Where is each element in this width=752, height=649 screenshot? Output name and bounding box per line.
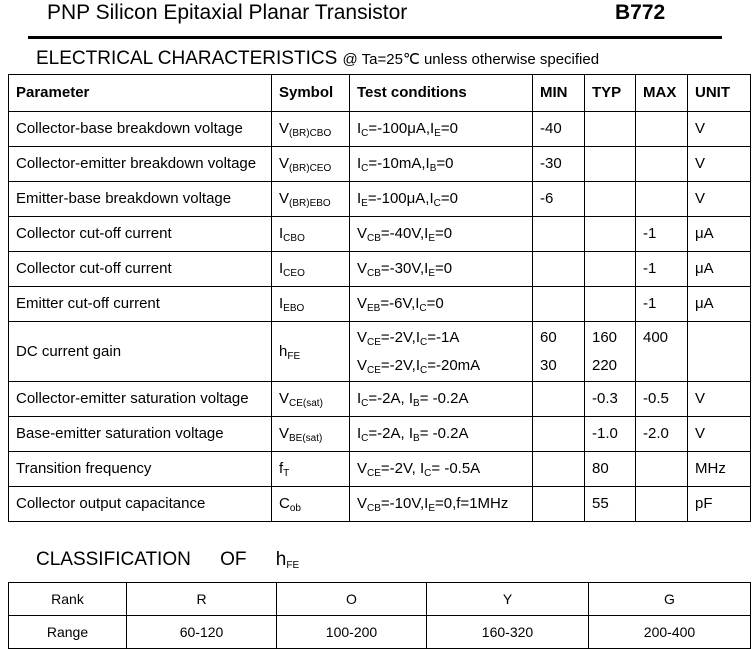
table-row [9,287,751,322]
rank-cell: O [277,583,427,616]
max-cell [636,182,688,217]
test-conditions-cell: $V_{EB}=-6V,I_C=0$ [350,287,533,322]
range-cell: 60-120 [127,616,277,649]
max-cell: -1 [636,287,688,322]
parameter-cell: Collector-emitter saturation voltage [9,382,272,417]
table-row [9,452,751,487]
min-cell [533,487,585,522]
unit-cell: V [688,182,751,217]
unit-cell: μA [688,287,751,322]
range-cell: 200-400 [589,616,751,649]
table-row [9,147,751,182]
unit-cell: MHz [688,452,751,487]
parameter-cell: Emitter-base breakdown voltage [9,182,272,217]
test-conditions-cell: $I_C=-2A$, $I_B= -0.2A$ [350,417,533,452]
classification-table [8,582,751,649]
min-cell: -40 [533,112,585,147]
unit-cell: V [688,147,751,182]
test-conditions-cell: $I_E=-100\mu A,I_C=0$ [350,182,533,217]
symbol-cell: $I_{CEO}$ [272,252,350,287]
test-conditions-cell: $V_{CE}=-2V,I_C=-1A$ $V_{CE}=-2V,I_C=-20mA$ [350,322,533,382]
header-rule [28,36,722,39]
min-cell [533,452,585,487]
parameter-cell: Collector cut-off current [9,252,272,287]
min-cell: -30 [533,147,585,182]
max-cell: -0.5 [636,382,688,417]
table-header-row [9,75,751,112]
min-cell [533,217,585,252]
symbol-cell: $C_{ob}$ [272,487,350,522]
table-row [9,382,751,417]
table-row [9,112,751,147]
test-conditions-cell: $I_C=-2A$, $I_B= -0.2A$ [350,382,533,417]
min-cell: -6 [533,182,585,217]
rank-cell: R [127,583,277,616]
symbol-cell: $V_{(BR)CBO}$ [272,112,350,147]
parameter-cell: Collector output capacitance [9,487,272,522]
column-header: UNIT [688,75,751,112]
section-title: ELECTRICAL CHARACTERISTICS [36,48,338,69]
table-row [9,182,751,217]
symbol-cell: $V_{(BR)EBO}$ [272,182,350,217]
table-row [9,487,751,522]
typ-cell: -1.0 [585,417,636,452]
table-row [9,217,751,252]
range-cell: 100-200 [277,616,427,649]
min-cell [533,417,585,452]
unit-cell: pF [688,487,751,522]
typ-cell [585,182,636,217]
symbol-cell: $I_{EBO}$ [272,287,350,322]
part-number: B772 [615,1,666,24]
column-header: Parameter [9,75,272,112]
unit-cell [688,322,751,382]
typ-cell: 80 [585,452,636,487]
column-header: MAX [636,75,688,112]
max-cell [636,452,688,487]
symbol-cell: $f_T$ [272,452,350,487]
typ-cell [585,252,636,287]
parameter-cell: Transition frequency [9,452,272,487]
range-row [9,616,751,649]
parameter-cell: Collector-emitter breakdown voltage [9,147,272,182]
column-header: Test conditions [350,75,533,112]
min-cell [533,287,585,322]
column-header: Symbol [272,75,350,112]
typ-cell: 160 220 [585,322,636,382]
electrical-characteristics-table [8,74,751,522]
min-cell: 60 30 [533,322,585,382]
table-row [9,322,751,382]
rank-cell: G [589,583,751,616]
typ-cell: -0.3 [585,382,636,417]
min-cell [533,382,585,417]
symbol-cell: $V_{CE(sat)}$ [272,382,350,417]
typ-cell [585,217,636,252]
test-conditions-cell: $V_{CE}=-2V$, $I_C= -0.5A$ [350,452,533,487]
range-cell: 160-320 [427,616,589,649]
max-cell: -2.0 [636,417,688,452]
column-header: MIN [533,75,585,112]
unit-cell: μA [688,252,751,287]
section-condition: @ Ta=25℃ unless otherwise specified [342,51,600,68]
test-conditions-cell: $I_C=-100\mu A,I_E=0$ [350,112,533,147]
max-cell [636,487,688,522]
parameter-cell: Collector cut-off current [9,217,272,252]
max-cell: -1 [636,217,688,252]
test-conditions-cell: $V_{CB}=-10V,I_E=0,f=1MHz$ [350,487,533,522]
typ-cell: 55 [585,487,636,522]
max-cell [636,112,688,147]
min-cell [533,252,585,287]
test-conditions-cell: $V_{CB}=-30V,I_E=0$ [350,252,533,287]
typ-cell [585,287,636,322]
rank-row [9,583,751,616]
classification-symbol: $h_{FE}$ [275,549,300,571]
typ-cell [585,112,636,147]
test-conditions-cell: $I_C=-10mA,I_B=0$ [350,147,533,182]
symbol-cell: $I_{CBO}$ [272,217,350,252]
classification-of: OF [220,549,247,570]
rank-label: Rank [9,583,127,616]
unit-cell: V [688,417,751,452]
unit-cell: V [688,382,751,417]
table-row [9,252,751,287]
symbol-cell: $V_{BE(sat)}$ [272,417,350,452]
max-cell [636,147,688,182]
max-cell: -1 [636,252,688,287]
datasheet-title: PNP Silicon Epitaxial Planar Transistor [47,1,408,24]
parameter-cell: Base-emitter saturation voltage [9,417,272,452]
symbol-cell: $V_{(BR)CEO}$ [272,147,350,182]
classification-title: CLASSIFICATION [36,549,191,570]
parameter-cell: DC current gain [9,322,272,382]
max-cell: 400 [636,322,688,382]
range-label: Range [9,616,127,649]
parameter-cell: Collector-base breakdown voltage [9,112,272,147]
parameter-cell: Emitter cut-off current [9,287,272,322]
rank-cell: Y [427,583,589,616]
table-row [9,417,751,452]
section-heading [36,47,599,72]
unit-cell: μA [688,217,751,252]
symbol-cell: $h_{FE}$ [272,322,350,382]
typ-cell [585,147,636,182]
column-header: TYP [585,75,636,112]
test-conditions-cell: $V_{CB}=-40V,I_E=0$ [350,217,533,252]
classification-heading [36,548,299,572]
unit-cell: V [688,112,751,147]
